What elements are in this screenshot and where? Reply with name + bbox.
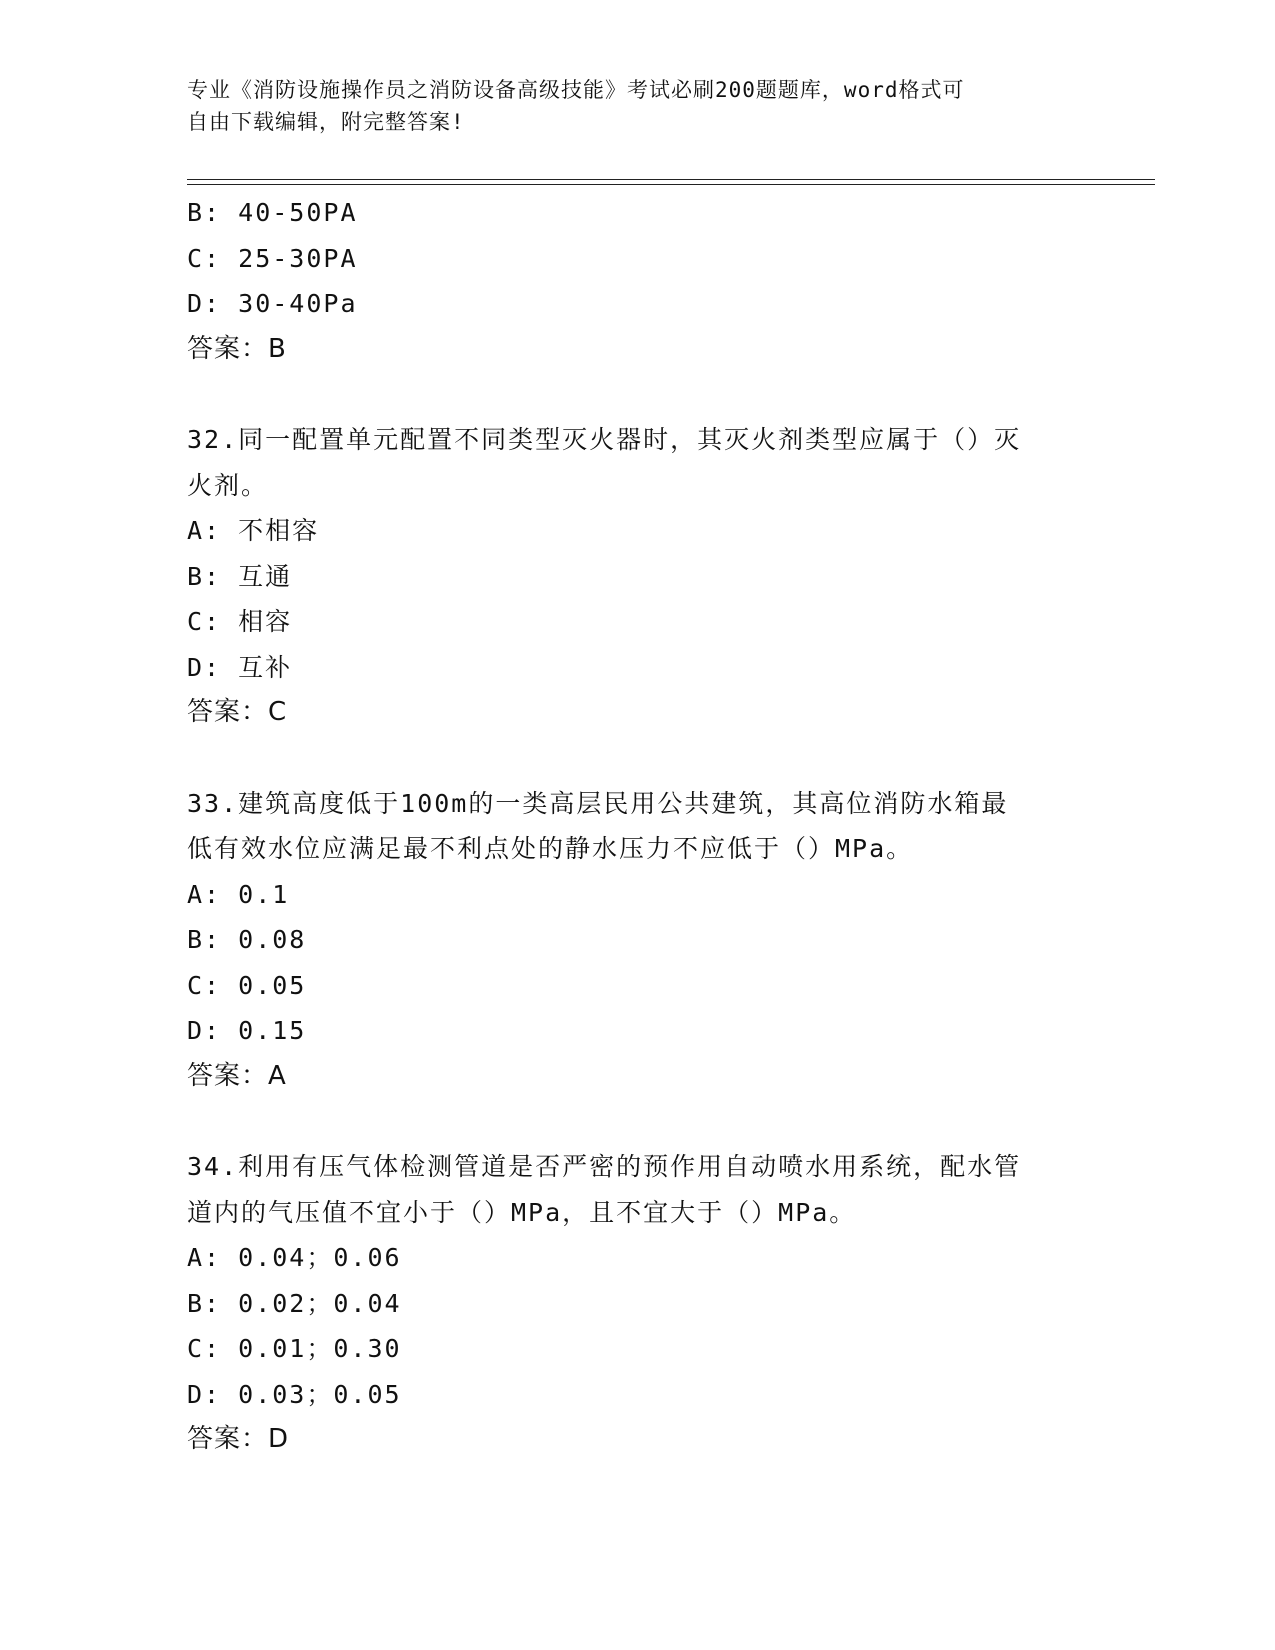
option-a: A: 不相容 [187,516,320,545]
option-c: C: 0.05 [187,970,307,1000]
document-header [187,74,1067,138]
option-d: D: 0.15 [187,1016,307,1045]
header-line-1: 专业《消防设施操作员之消防设备高级技能》考试必刷200题题库，word格式可 [187,78,965,102]
option-b: B: 互通 [187,561,293,591]
option-b: B: 40-50PA [187,198,358,227]
header-divider-top [187,179,1155,180]
header-divider-bottom [187,184,1155,185]
question-list [187,190,1067,1463]
question-stem-line: 33.建筑高度低于100m的一类高层民用公共建筑，其高位消防水箱最 [187,788,1009,818]
answer-line: 答案：B [187,333,287,364]
question-stem-line: 低有效水位应满足最不利点处的静水压力不应低于（）MPa。 [187,834,914,863]
option-c: C: 相容 [187,607,293,636]
option-b: B: 0.02；0.04 [187,1288,402,1318]
question-stem-line: 34.利用有压气体检测管道是否严密的预作用自动喷水用系统，配水管 [187,1152,1022,1181]
header-line-2: 自由下载编辑，附完整答案! [187,110,465,134]
option-d: D: 30-40Pa [187,289,358,318]
option-d: D: 0.03；0.05 [187,1379,402,1409]
option-d: D: 互补 [187,652,293,682]
option-c: C: 0.01；0.30 [187,1334,402,1363]
answer-line: 答案：D [187,1424,290,1454]
option-a: A: 0.04；0.06 [187,1243,402,1272]
option-a: A: 0.1 [187,879,290,909]
option-c: C: 25-30PA [187,243,358,273]
answer-line: 答案：A [187,1060,287,1091]
question-stem-line: 32.同一配置单元配置不同类型灭火器时，其灭火剂类型应属于（）灭 [187,425,1022,454]
question-stem-line: 火剂。 [187,470,269,500]
option-b: B: 0.08 [187,925,307,954]
answer-line: 答案：C [187,697,288,727]
question-stem-line: 道内的气压值不宜小于（）MPa，且不宜大于（）MPa。 [187,1197,857,1227]
